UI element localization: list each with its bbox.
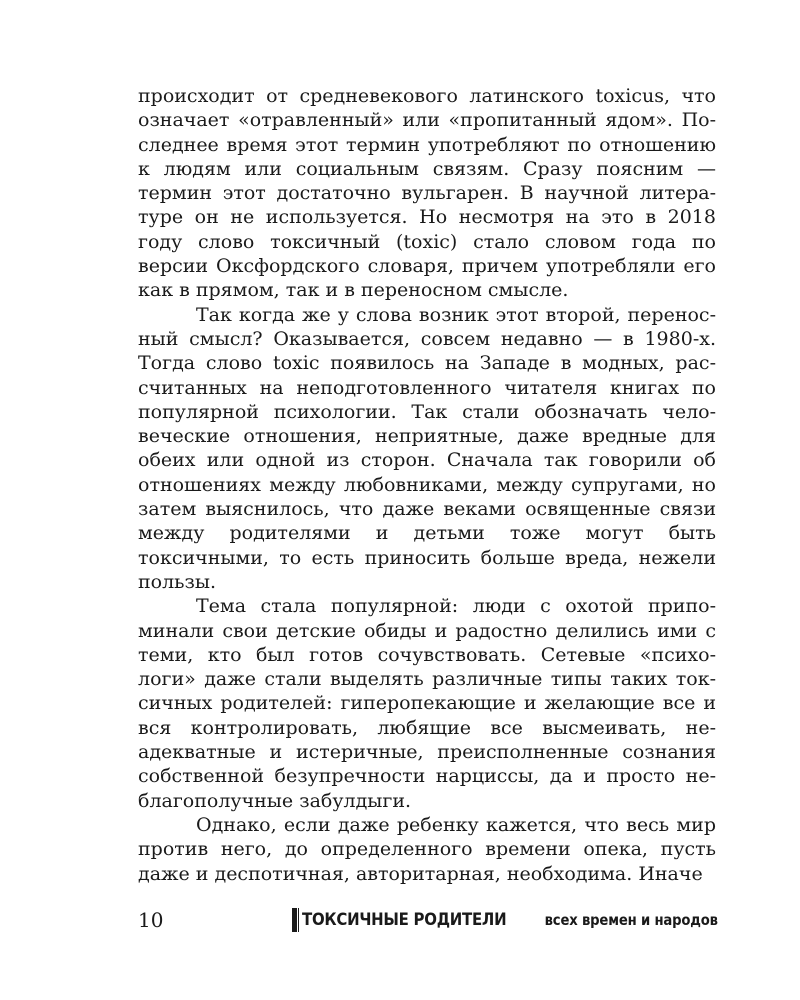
book-title: ТОКСИЧНЫЕ РОДИТЕЛИ	[301, 910, 507, 930]
book-subtitle: всех времен и народов	[544, 911, 718, 929]
paragraph-continued: происходит от средневекового латинского toxicus, что означает «отравленный» или «пропитанный ядом». Последнее время этот термин употребляют по отношению к людям или социальным связям. Сразу поясним — термин этот достаточно вульгарен. В научной литературе он не используется. Но несмотря на это в 2018 году слово токсичный (toxic) стало словом года по версии Оксфордского словаря, причем употребляли его как в прямом, так и в переносном смысле.	[138, 85, 716, 302]
paragraph: Так когда же у слова возник этот второй, переносный смысл? Оказывается, совсем недавно — в 1980-х. Тогда слово toxic появилось на Западе в модных, рассчитанных на неподготовленного читателя книгах по популярной психологии. Так стали обозначать человеческие отношения, неприятные, даже вредные для обеих или одной из сторон. Сначала так говорили об отношениях между любовниками, между супругами, но затем выяснилось, что даже веками освященные связи между родителями и детьми тоже могут быть токсичными, то есть приносить больше вреда, нежели пользы.	[138, 303, 716, 593]
page-number: 10	[138, 908, 164, 932]
body-text	[138, 84, 716, 886]
page-footer	[138, 906, 718, 936]
paragraph: Однако, если даже ребенку кажется, что весь мир против него, до определенного времени опека, пусть даже и деспотичная, авторитарная, необходима. Иначе	[138, 813, 716, 885]
running-head	[292, 908, 718, 932]
vertical-bar-icon	[292, 908, 297, 932]
paragraph: Тема стала популярной: люди с охотой припоминали свои детские обиды и радостно делились ими с теми, кто был готов сочувствовать. Сетевые «психологи» даже стали выделять различные типы таких токсичных родителей: гиперопекающие и желающие все и вся контролировать, любящие все высмеивать, неадекватные и истеричные, преисполненные сознания собственной безупречности нарциссы, да и просто неблагополучные забулдыги.	[138, 595, 716, 812]
